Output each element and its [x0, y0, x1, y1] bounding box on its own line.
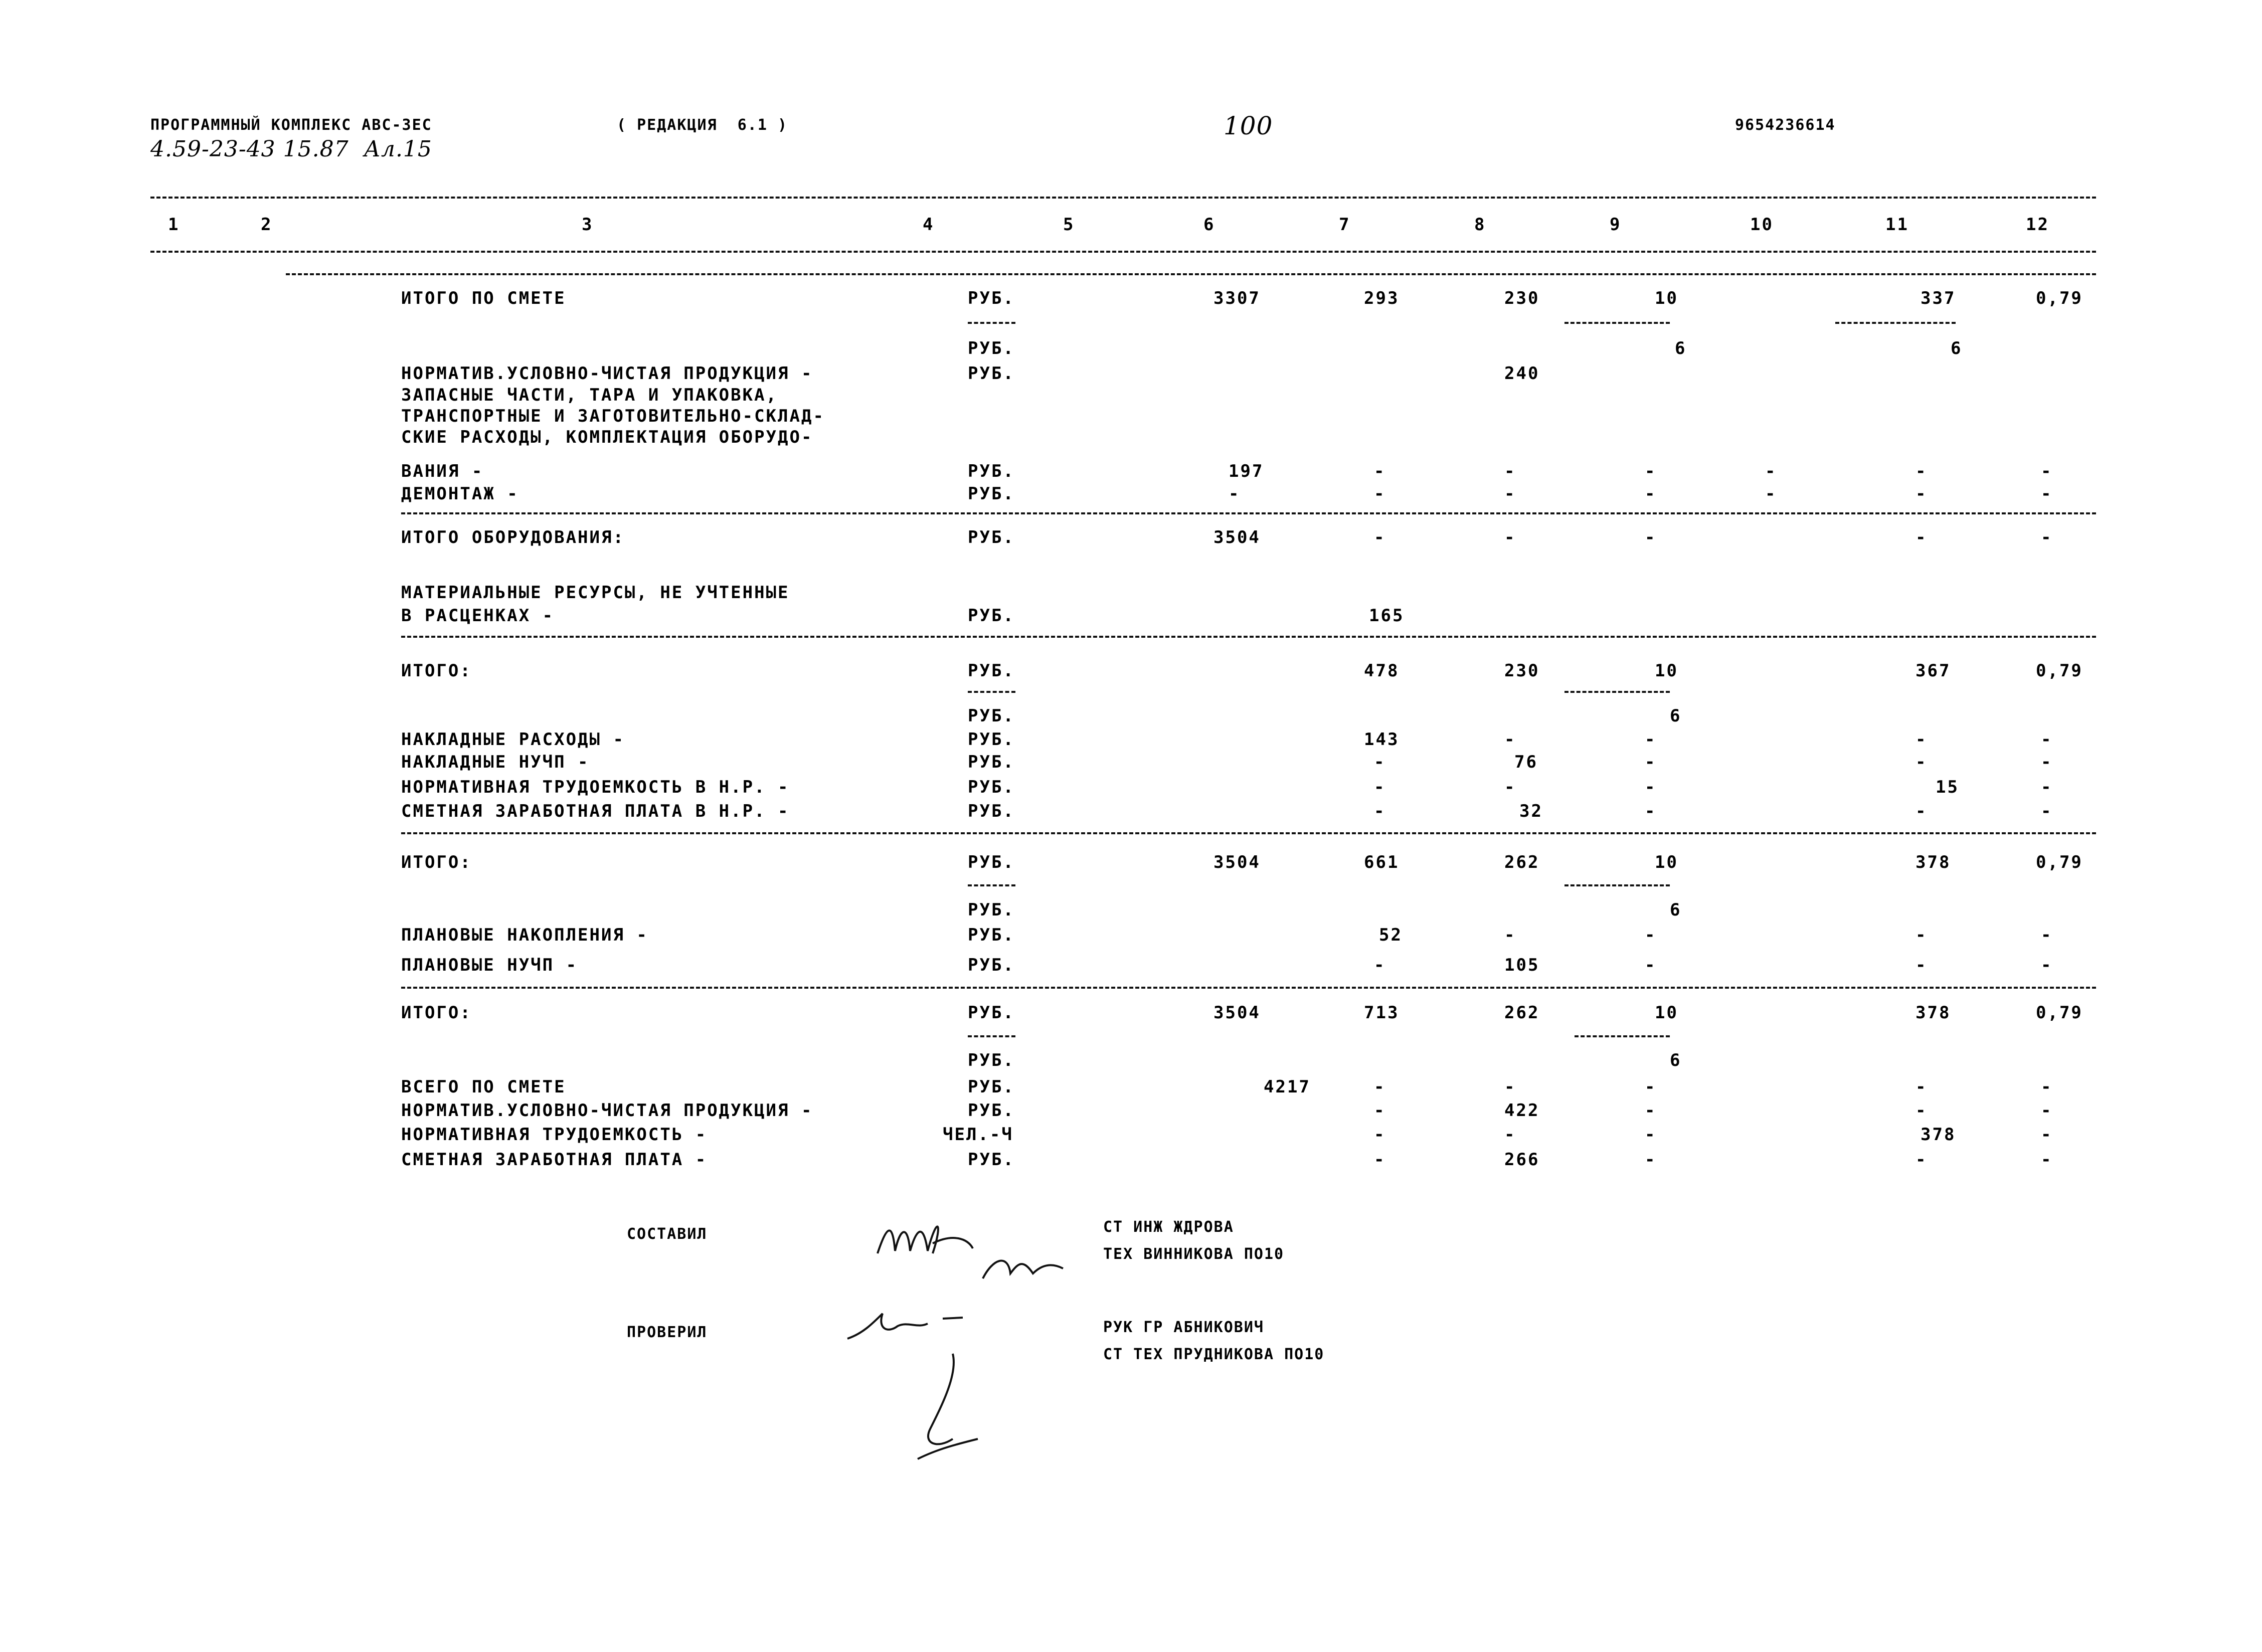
row-unit: РУБ.: [968, 338, 1015, 358]
col-10: 10: [1750, 215, 1774, 235]
cell-c11: -: [1916, 527, 1928, 547]
cell-c12: -: [2041, 801, 2053, 821]
unit-rule: [968, 691, 1015, 693]
cell-c11: 378: [1921, 1125, 1956, 1145]
cell-c8: 262: [1504, 852, 1540, 872]
row-label: СКИЕ РАСХОДЫ, КОМПЛЕКТАЦИЯ ОБОРУДО-: [401, 427, 813, 447]
row-unit: РУБ.: [968, 484, 1015, 504]
sub-rule: [1575, 1035, 1670, 1037]
cell-c11: 337: [1921, 288, 1956, 308]
cell-c7: -: [1374, 777, 1386, 797]
checked-signature: [842, 1299, 1053, 1469]
row-unit: РУБ.: [968, 288, 1015, 308]
checked-label: ПРОВЕРИЛ: [627, 1324, 708, 1341]
row-unit: РУБ.: [968, 1077, 1015, 1097]
cell-c12: 0,79: [2036, 661, 2083, 681]
cell-c9: -: [1645, 461, 1657, 481]
cell-c12: -: [2041, 729, 2053, 750]
compiled-name-2: ТЕХ ВИННИКОВА ПО10: [1103, 1245, 1285, 1263]
cell-c12: -: [2041, 1100, 2053, 1121]
row-label: ИТОГО ПО СМЕТЕ: [401, 288, 566, 308]
total-rule: [401, 832, 2096, 834]
col-2: 2: [261, 215, 273, 235]
cell-c12: 0,79: [2036, 1003, 2083, 1023]
row-label: НОРМАТИВ.УСЛОВНО-ЧИСТАЯ ПРОДУКЦИЯ -: [401, 1100, 813, 1121]
cell-c7: -: [1374, 1100, 1386, 1121]
checked-name-2: СТ ТЕХ ПРУДНИКОВА ПО10: [1103, 1346, 1325, 1363]
cell-c11: -: [1916, 801, 1928, 821]
program-title: ПРОГРАММНЫЙ КОМПЛЕКС АВС-ЗЕС: [150, 116, 432, 134]
col-11: 11: [1885, 215, 1909, 235]
cell-c12: 0,79: [2036, 852, 2083, 872]
compiled-label: СОСТАВИЛ: [627, 1225, 708, 1243]
cell-c9: -: [1645, 729, 1657, 750]
cell-c9: 10: [1655, 1003, 1678, 1023]
row-label: НОРМАТИВ.УСЛОВНО-ЧИСТАЯ ПРОДУКЦИЯ -: [401, 363, 813, 384]
row-unit: РУБ.: [968, 606, 1015, 626]
cell-c8: 32: [1519, 801, 1543, 821]
cell-c12: -: [2041, 1077, 2053, 1097]
cell-c11: 367: [1916, 661, 1951, 681]
col-7: 7: [1339, 215, 1351, 235]
cell-c7: 143: [1364, 729, 1400, 750]
cell-c6: 3307: [1213, 288, 1261, 308]
total-rule: [401, 636, 2096, 638]
cell-c8: -: [1504, 729, 1516, 750]
cell-c8: -: [1504, 484, 1516, 504]
cell-c11: -: [1916, 729, 1928, 750]
cell-c9: -: [1645, 955, 1657, 975]
cell-c12: -: [2041, 1125, 2053, 1145]
row-label: СМЕТНАЯ ЗАРАБОТНАЯ ПЛАТА В Н.Р. -: [401, 801, 790, 821]
cell-c11: 15: [1936, 777, 1959, 797]
compiled-name-1: СТ ИНЖ ЖДРОВА: [1103, 1218, 1234, 1236]
row-label: В РАСЦЕНКАХ -: [401, 606, 555, 626]
row-label: ВСЕГО ПО СМЕТЕ: [401, 1077, 566, 1097]
row-unit: РУБ.: [968, 955, 1015, 975]
section-rule: [286, 273, 2096, 275]
row-label: НАКЛАДНЫЕ РАСХОДЫ -: [401, 729, 625, 750]
cell-c6: 4217: [1264, 1077, 1311, 1097]
row-label: НАКЛАДНЫЕ НУЧП -: [401, 752, 590, 772]
cell-c12: -: [2041, 752, 2053, 772]
row-label: ИТОГО ОБОРУДОВАНИЯ:: [401, 527, 625, 547]
header-top-rule: [150, 197, 2096, 199]
cell-c8: -: [1504, 777, 1516, 797]
cell-c6: 197: [1229, 461, 1264, 481]
cell-c9: 6: [1670, 1050, 1682, 1070]
cell-c9: -: [1645, 777, 1657, 797]
sub-rule: [1564, 884, 1670, 886]
cell-c12: -: [2041, 527, 2053, 547]
cell-c7: -: [1374, 801, 1386, 821]
page-number: 100: [1224, 111, 1273, 140]
row-label: ИТОГО:: [401, 1003, 472, 1023]
compiled-signature: [873, 1203, 1103, 1294]
row-label: ПЛАНОВЫЕ НУЧП -: [401, 955, 578, 975]
cell-c8: 76: [1514, 752, 1538, 772]
cell-c12: -: [2041, 1150, 2053, 1170]
col-3: 3: [582, 215, 594, 235]
col-1: 1: [168, 215, 180, 235]
cell-c9: 6: [1675, 338, 1687, 358]
row-label: ИТОГО:: [401, 661, 472, 681]
cell-c8: -: [1504, 527, 1516, 547]
cell-c7: 293: [1364, 288, 1400, 308]
cell-c7: -: [1374, 752, 1386, 772]
handwritten-note: 4.59-23-43 15.87 Ал.15: [150, 136, 432, 162]
total-rule: [401, 987, 2096, 989]
row-unit: РУБ.: [968, 752, 1015, 772]
row-label: СМЕТНАЯ ЗАРАБОТНАЯ ПЛАТА -: [401, 1150, 708, 1170]
cell-c6: -: [1229, 484, 1241, 504]
row-unit: РУБ.: [968, 1050, 1015, 1070]
row-label: НОРМАТИВНАЯ ТРУДОЕМКОСТЬ -: [401, 1125, 708, 1145]
cell-c8: -: [1504, 461, 1516, 481]
cell-c7: 165: [1369, 606, 1405, 626]
cell-c7: -: [1374, 1125, 1386, 1145]
cell-c9: -: [1645, 1100, 1657, 1121]
cell-c6: 3504: [1213, 852, 1261, 872]
cell-c10: -: [1765, 484, 1777, 504]
cell-c7: -: [1374, 1150, 1386, 1170]
col-4: 4: [923, 215, 935, 235]
unit-rule: [968, 1035, 1015, 1037]
cell-c7: 52: [1379, 925, 1403, 945]
cell-c9: -: [1645, 801, 1657, 821]
cell-c11: -: [1916, 484, 1928, 504]
row-label: ИТОГО:: [401, 852, 472, 872]
cell-c11: 6: [1951, 338, 1963, 358]
cell-c11: -: [1916, 752, 1928, 772]
cell-c8: -: [1504, 925, 1516, 945]
unit-rule: [968, 322, 1015, 324]
row-unit: РУБ.: [968, 801, 1015, 821]
cell-c11: -: [1916, 925, 1928, 945]
cell-c11: -: [1916, 461, 1928, 481]
cell-c7: -: [1374, 484, 1386, 504]
row-unit: РУБ.: [968, 900, 1015, 920]
sub-rule: [1564, 322, 1670, 324]
cell-c9: -: [1645, 1077, 1657, 1097]
cell-c7: -: [1374, 1077, 1386, 1097]
cell-c7: 713: [1364, 1003, 1400, 1023]
cell-c12: -: [2041, 955, 2053, 975]
col-5: 5: [1063, 215, 1075, 235]
cell-c11: -: [1916, 1150, 1928, 1170]
row-unit: РУБ.: [968, 1100, 1015, 1121]
cell-c9: -: [1645, 1150, 1657, 1170]
cell-c7: -: [1374, 527, 1386, 547]
edition-label: ( РЕДАКЦИЯ 6.1 ): [617, 116, 788, 134]
row-label: ПЛАНОВЫЕ НАКОПЛЕНИЯ -: [401, 925, 648, 945]
row-unit: РУБ.: [968, 777, 1015, 797]
cell-c8: -: [1504, 1125, 1516, 1145]
sub-rule: [1835, 322, 1956, 324]
cell-c8: -: [1504, 1077, 1516, 1097]
cell-c9: -: [1645, 752, 1657, 772]
total-rule: [401, 512, 2096, 514]
cell-c9: -: [1645, 1125, 1657, 1145]
cell-c7: -: [1374, 461, 1386, 481]
col-8: 8: [1474, 215, 1486, 235]
cell-c12: -: [2041, 484, 2053, 504]
col-12: 12: [2026, 215, 2049, 235]
row-label: ВАНИЯ -: [401, 461, 484, 481]
cell-c6: 3504: [1213, 527, 1261, 547]
cell-c8: 230: [1504, 661, 1540, 681]
row-label: ДЕМОНТАЖ -: [401, 484, 519, 504]
checked-name-1: РУК ГР АБНИКОВИЧ: [1103, 1319, 1264, 1336]
row-label: ЗАПАСНЫЕ ЧАСТИ, ТАРА И УПАКОВКА,: [401, 385, 778, 405]
cell-c9: 10: [1655, 288, 1678, 308]
cell-c9: 10: [1655, 852, 1678, 872]
cell-c7: 478: [1364, 661, 1400, 681]
cell-c9: 6: [1670, 900, 1682, 920]
document-code: 9654236614: [1735, 116, 1836, 134]
row-unit: РУБ.: [968, 852, 1015, 872]
cell-c10: -: [1765, 461, 1777, 481]
row-label: НОРМАТИВНАЯ ТРУДОЕМКОСТЬ В Н.Р. -: [401, 777, 790, 797]
row-unit: РУБ.: [968, 1150, 1015, 1170]
cell-c8: 262: [1504, 1003, 1540, 1023]
row-unit: РУБ.: [968, 729, 1015, 750]
row-unit: РУБ.: [968, 706, 1015, 726]
cell-c11: 378: [1916, 852, 1951, 872]
cell-c12: -: [2041, 925, 2053, 945]
cell-c9: 6: [1670, 706, 1682, 726]
cell-c11: -: [1916, 1100, 1928, 1121]
sub-rule: [1564, 691, 1670, 693]
cell-c8: 422: [1504, 1100, 1540, 1121]
cell-c11: 378: [1916, 1003, 1951, 1023]
row-label: ТРАНСПОРТНЫЕ И ЗАГОТОВИТЕЛЬНО-СКЛАД-: [401, 406, 825, 426]
row-unit: РУБ.: [968, 363, 1015, 384]
unit-rule: [968, 884, 1015, 886]
cell-c8: 240: [1504, 363, 1540, 384]
cell-c9: -: [1645, 925, 1657, 945]
header-bottom-rule: [150, 251, 2096, 253]
cell-c8: 105: [1504, 955, 1540, 975]
row-unit: РУБ.: [968, 925, 1015, 945]
cell-c9: 10: [1655, 661, 1678, 681]
row-unit: РУБ.: [968, 661, 1015, 681]
cell-c6: 3504: [1213, 1003, 1261, 1023]
row-unit: ЧЕЛ.-Ч: [943, 1125, 1013, 1145]
cell-c11: -: [1916, 955, 1928, 975]
col-6: 6: [1203, 215, 1215, 235]
row-label: МАТЕРИАЛЬНЫЕ РЕСУРСЫ, НЕ УЧТЕННЫЕ: [401, 583, 790, 603]
cell-c8: 266: [1504, 1150, 1540, 1170]
row-unit: РУБ.: [968, 461, 1015, 481]
cell-c11: -: [1916, 1077, 1928, 1097]
cell-c12: -: [2041, 777, 2053, 797]
cell-c9: -: [1645, 527, 1657, 547]
cell-c7: 661: [1364, 852, 1400, 872]
cell-c7: -: [1374, 955, 1386, 975]
cell-c12: 0,79: [2036, 288, 2083, 308]
cell-c9: -: [1645, 484, 1657, 504]
row-unit: РУБ.: [968, 527, 1015, 547]
cell-c12: -: [2041, 461, 2053, 481]
cell-c8: 230: [1504, 288, 1540, 308]
col-9: 9: [1610, 215, 1622, 235]
row-unit: РУБ.: [968, 1003, 1015, 1023]
